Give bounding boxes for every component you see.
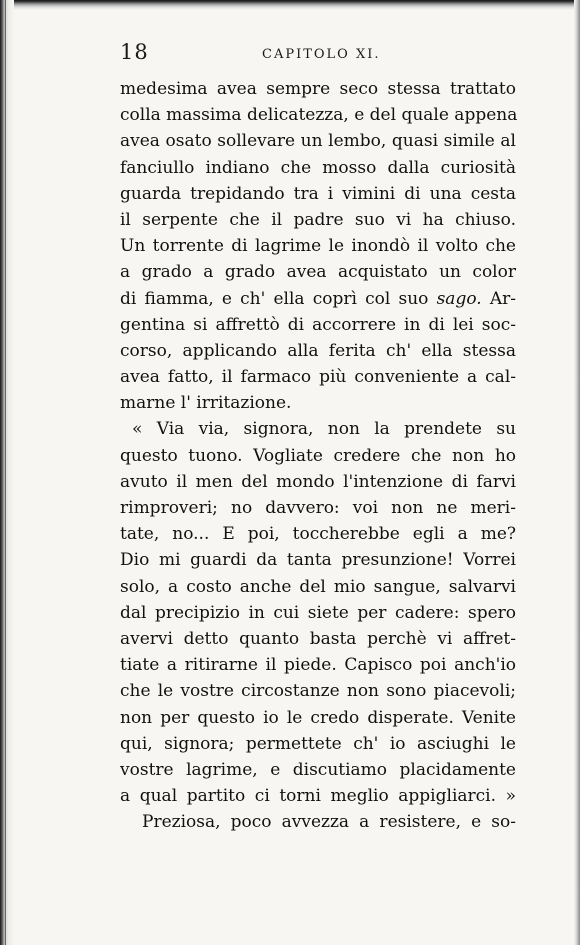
running-head: CAPITOLO XI. [262,47,381,62]
text-line: qui, signora; permettete ch' io asciughi le [120,733,516,754]
paragraph-3 [120,809,516,835]
text-line: medesima avea sempre seco stessa trattato [120,79,516,99]
text-line: questo tuono. Vogliate credere che non ho [120,445,516,466]
text-line: guarda trepidando tra i vimini di una cesta [120,183,516,204]
text-line: tate, no... E poi, toccherebbe egli a me? [120,524,516,545]
text-line: non per questo io le credo disperate. Venite [120,707,516,728]
page-top-edge [0,0,580,10]
text-line: rimproveri; no davvero: voi non ne meri- [120,498,516,518]
text-line: il serpente che il padre suo vi ha chiuso. [120,209,516,230]
text-line: dal precipizio in cui siete per cadere: spero [120,602,516,623]
text-line: avea fatto, il farmaco più conveniente a cal- [120,367,516,388]
text-line: avea osato sollevare un lembo, quasi simile al [120,131,516,152]
text-line-with-italic [120,286,516,312]
text-line: a qual partito ci torni meglio appigliarci. » [120,786,516,807]
text-line: solo, a costo anche del mio sangue, salvarvi [120,576,516,597]
text-line: a grado a grado avea acquistato un color [120,262,516,283]
italic-word: sago. [436,288,482,309]
page-right-edge [574,0,580,945]
text-line: marne l' irritazione. [120,393,292,414]
text-line: che le vostre circostanze non sono piacevoli; [120,681,516,702]
text-line: avuto il men del mondo l'intenzione di farvi [120,471,516,492]
paragraph-1 [120,76,516,416]
text-line: vostre lagrime, e discutiamo placidamente [120,759,516,780]
text-line: Preziosa, poco avvezza a resistere, e so- [142,812,516,833]
page-number: 18 [120,40,149,64]
text-line: gentina si affrettò di accorrere in di lei soc- [120,314,516,335]
paragraph-2 [120,416,516,809]
text-line: fanciullo indiano che mosso dalla curiosità [120,157,516,178]
body-text [120,76,516,835]
text-line: Dio mi guardi da tanta presunzione! Vorrei [120,550,516,571]
text-line: avervi detto quanto basta perchè vi affret- [120,628,516,649]
page-binding-edge [0,0,14,945]
text-line: corso, applicando alla ferita ch' ella stessa [120,340,516,361]
text-line: colla massima delicatezza, e del quale appena [120,105,518,126]
binding-line [5,0,6,945]
text-segment: Ar- [481,288,516,309]
text-line: Un torrente di lagrime le inondò il volto che [120,236,516,257]
text-line: « Via via, signora, non la prendete su [132,419,516,440]
text-line: tiate a ritirarne il piede. Capisco poi anch'io [120,655,516,676]
text-segment: di fiamma, e ch' ella coprì col suo [120,288,429,309]
